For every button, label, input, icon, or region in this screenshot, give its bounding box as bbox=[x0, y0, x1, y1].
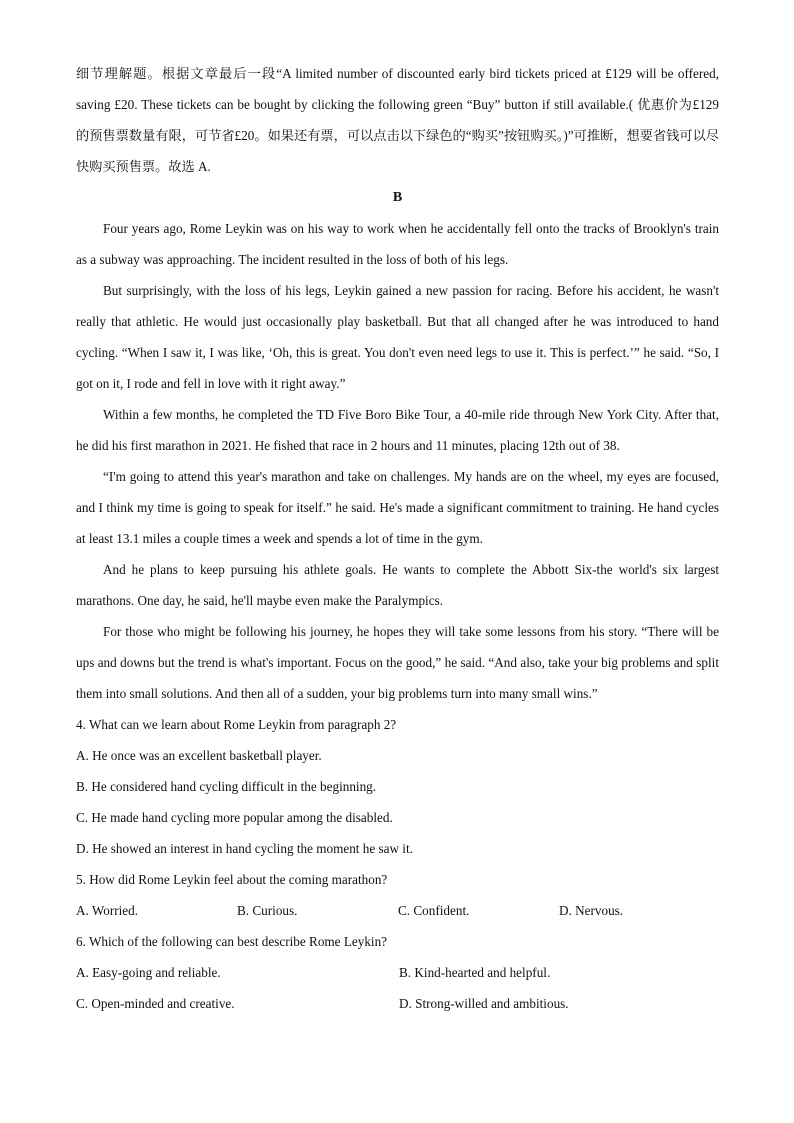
question-stem: 5. How did Rome Leykin feel about the coming marathon? bbox=[76, 872, 388, 887]
option-c: C. Confident. bbox=[398, 903, 470, 918]
option-b: B. He considered hand cycling difficult in the beginning. bbox=[76, 779, 377, 794]
option-row bbox=[76, 895, 719, 926]
option-d: D. Strong-willed and ambitious. bbox=[399, 996, 569, 1011]
passage-paragraph-4: “I'm going to attend this year's marathon and take on challenges. My hands are on the wheel, my eyes are focused, and I think my time is going to speak for itself.” he said. He's made a significant commitment to training. He hand cycles at least 13.1 miles a couple times a week and spends a lot of time in the gym. bbox=[76, 469, 719, 546]
passage-paragraph-1: Four years ago, Rome Leykin was on his way to work when he accidentally fell onto the tracks of Brooklyn's train as a subway was approaching. The incident resulted in the loss of both of his legs. bbox=[76, 221, 719, 267]
passage-paragraph-6: For those who might be following his journey, he hopes they will take some lessons from his story. “There will be ups and downs but the trend is what's important. Focus on the good,” he said. “And also, take your big problems and split them into small solutions. And then all of a sudden, your big problems turn into many small wins.” bbox=[76, 624, 719, 701]
question-4 bbox=[76, 709, 719, 864]
question-stem: 4. What can we learn about Rome Leykin from paragraph 2? bbox=[76, 717, 397, 732]
option-c: C. He made hand cycling more popular among the disabled. bbox=[76, 810, 393, 825]
passage-paragraph-2: But surprisingly, with the loss of his legs, Leykin gained a new passion for racing. Before his accident, he wasn't really that athletic. He would just occasionally play basketball. But that all changed after he was introduced to hand cycling. “When I saw it, I was like, ‘Oh, this is great. You don't even need legs to use it. This is perfect.’” he said. “So, I got on it, I rode and fell in love with it right away.” bbox=[76, 283, 719, 391]
option-a: A. Worried. bbox=[76, 903, 139, 918]
passage-paragraph-5: And he plans to keep pursuing his athlete goals. He wants to complete the Abbott Six-the world's six largest marathons. One day, he said, he'll maybe even make the Paralympics. bbox=[76, 562, 719, 608]
option-row bbox=[76, 988, 719, 1019]
option-b: B. Kind-hearted and helpful. bbox=[399, 965, 551, 980]
option-d: D. Nervous. bbox=[559, 903, 624, 918]
answer-explanation: 细节理解题。根据文章最后一段“A limited number of discounted early bird tickets priced at £129 will be offered, saving £20. These tickets can be bought by clicking the following green “Buy” button if still available.( 优惠价为£129 的预售票数量有限，可节省£20。如果还有票，可以点击以下绿色的“购买”按钮购买。)”可推断，想要省钱可以尽快购买预售票。故选 A. bbox=[76, 66, 719, 174]
section-heading: B bbox=[392, 190, 403, 205]
option-row bbox=[76, 957, 719, 988]
option-a: A. He once was an excellent basketball player. bbox=[76, 748, 322, 763]
question-5 bbox=[76, 864, 719, 926]
option-b: B. Curious. bbox=[237, 903, 298, 918]
reading-passage bbox=[76, 213, 719, 709]
question-6 bbox=[76, 926, 719, 1019]
question-stem: 6. Which of the following can best describe Rome Leykin? bbox=[76, 934, 388, 949]
option-c: C. Open-minded and creative. bbox=[76, 996, 235, 1011]
passage-paragraph-3: Within a few months, he completed the TD Five Boro Bike Tour, a 40-mile ride through New York City. After that, he did his first marathon in 2021. He fished that race in 2 hours and 11 minutes, placing 12th out of 38. bbox=[76, 407, 719, 453]
option-d: D. He showed an interest in hand cycling the moment he saw it. bbox=[76, 841, 413, 856]
document-page bbox=[76, 58, 719, 1019]
option-a: A. Easy-going and reliable. bbox=[76, 965, 221, 980]
